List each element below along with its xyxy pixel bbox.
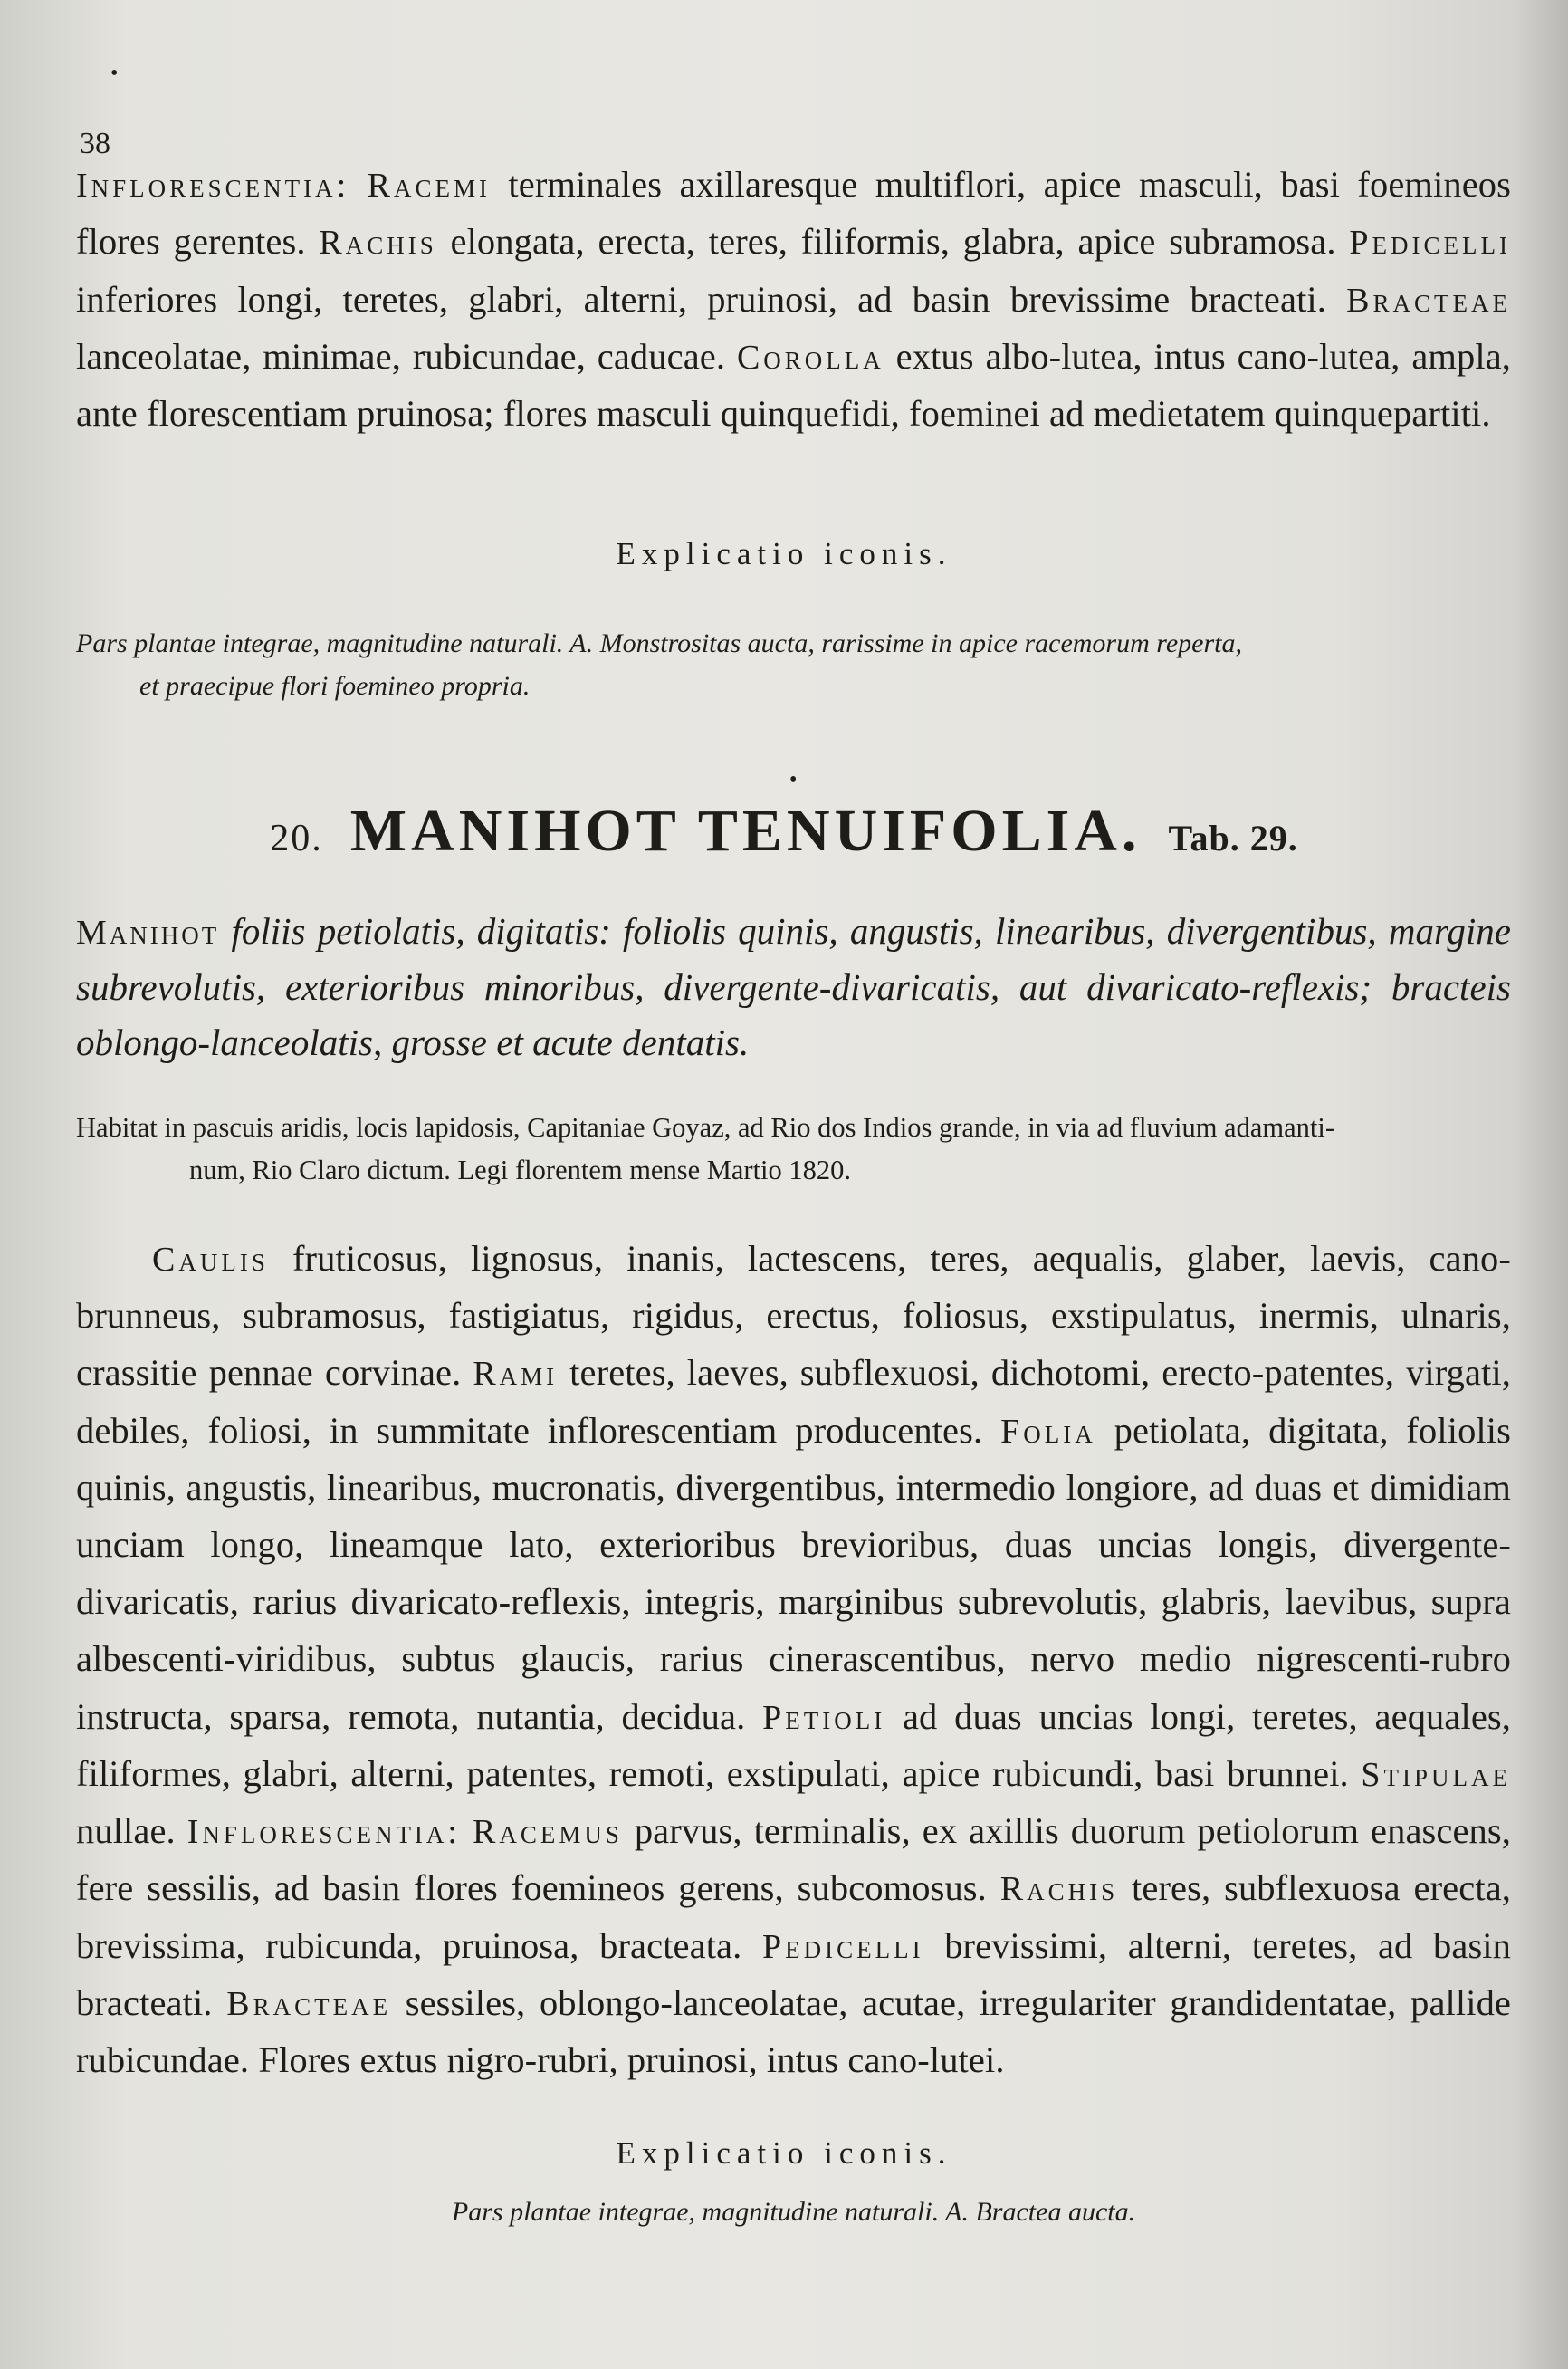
label-rachis: Rachis xyxy=(319,224,437,263)
label-stipulae: Stipulae xyxy=(1361,1755,1511,1794)
text: teretes, laeves, subflexuosi, dichotomi, erecto-patentes, virgati, debiles, foliosi, in summitate inflorescentiam producentes. xyxy=(76,1352,1511,1451)
text: elongata, erecta, teres, filiformis, glabra, apice subramosa. xyxy=(436,221,1350,263)
label-pedicelli: Pedicelli xyxy=(761,1927,924,1966)
habitat-line: num, Rio Claro dictum. Legi florentem mense Martio 1820. xyxy=(189,1155,852,1186)
label-rami: Rami xyxy=(473,1355,559,1394)
text: nullae. xyxy=(76,1810,187,1852)
figure-caption-2: Pars plantae integrae, magnitudine naturali. A. Bractea aucta. xyxy=(451,2197,1136,2227)
label-pedicelli: Pedicelli xyxy=(1349,224,1511,263)
text: petiolata, digitata, foliolis quinis, angustis, linearibus, mucronatis, divergentibus, intermedio longiore, ad duas et dimidiam unciam longo, lineamque lato, exterioribus brevioribus, duas uncias longis, divergente-divaricatis, rarius divaricato-reflexis, integris, marginibus subrevolutis, glabris, laevibus, supra albescenti-viridibus, subtus glaucis, rarius cinerascentibus, nervo medio nigrescenti-rubro instructa, sparsa, remota, nutantia, decidua. xyxy=(76,1409,1511,1737)
species-name: MANIHOT TENUIFOLIA. xyxy=(349,798,1142,864)
ink-speck: • xyxy=(789,768,798,791)
label-petioli: Petioli xyxy=(762,1698,886,1737)
label-bracteae: Bracteae xyxy=(1346,281,1511,320)
text: brevissimi, alterni, teretes, ad basin bracteati. xyxy=(76,1924,1512,2023)
inflorescentia-paragraph xyxy=(76,156,1511,442)
text: terminales axillaresque multiflori, apice masculi, basi foemineos flores gerentes. xyxy=(76,164,1511,263)
figure-caption-1 xyxy=(76,623,1511,707)
label-corolla: Corolla xyxy=(736,338,884,377)
text: ad duas uncias longi, teretes, aequales, filiformes, glabri, alterni, patentes, remoti, exstipulati, apice rubicundi, basi brunnei. xyxy=(76,1695,1511,1794)
plate-reference: Tab. 29. xyxy=(1168,818,1298,858)
text: extus albo-lutea, intus cano-lutea, ampla, ante florescentiam pruinosa; flores masculi quinquefidi, foeminei ad medietatem quinquepartiti. xyxy=(76,335,1511,435)
text: lanceolatae, minimae, rubicundae, caducae. xyxy=(76,335,737,377)
text: teres, subflexuosa erecta, brevissima, rubicunda, pruinosa, bracteata. xyxy=(76,1867,1511,1966)
species-heading xyxy=(0,797,1568,866)
label-rachis: Rachis xyxy=(999,1870,1119,1909)
diagnosis-text: foliis petiolatis, digitatis: foliolis quinis, angustis, linearibus, divergentibus, margine subrevolutis, exterioribus minoribus, divergente-divaricatis, aut divaricato-reflexis; bracteis oblongo-lanceolatis, grosse et acute dentatis. xyxy=(76,910,1511,1063)
species-number: 20. xyxy=(270,818,323,859)
label-caulis: Caulis xyxy=(152,1241,269,1279)
explicatio-heading: Explicatio iconis. xyxy=(616,2135,952,2171)
label-folia: Folia xyxy=(1000,1412,1096,1451)
text: sessiles, oblongo-lanceolatae, acutae, irregulariter grandidentatae, pallide rubicundae. Flores extus nigro-rubri, pruinosi, intus cano-lutei. xyxy=(76,1981,1512,2081)
label-bracteae: Bracteae xyxy=(226,1984,392,2023)
label-racemus: Racemus xyxy=(472,1813,623,1852)
caption-line: Pars plantae integrae, magnitudine naturali. A. Monstrositas aucta, rarissime in apice racemorum reperta, xyxy=(76,628,1242,658)
habitat-note xyxy=(76,1107,1511,1193)
label-inflorescentia: Inflorescentia: xyxy=(186,1813,461,1852)
habitat-line: Habitat in pascuis aridis, locis lapidosis, Capitaniae Goyaz, ad Rio dos Indios grande, in via ad fluvium adamanti- xyxy=(76,1112,1334,1143)
caption-line: et praecipue flori foemineo propria. xyxy=(139,670,531,701)
genus-name: Manihot xyxy=(76,914,220,952)
text: parvus, terminalis, ex axillis duorum petiolorum enascens, fere sessilis, ad basin flores foemineos gerens, subcomosus. xyxy=(76,1810,1511,1909)
ink-speck: • xyxy=(110,62,119,85)
text: inferiores longi, teretes, glabri, alterni, pruinosi, ad basin brevissime bracteati. xyxy=(76,278,1347,320)
description-paragraph xyxy=(76,1230,1511,2088)
label-racemi: Racemi xyxy=(367,167,491,205)
label-inflorescentia: Inflorescentia: xyxy=(76,167,350,205)
species-diagnosis xyxy=(76,904,1511,1071)
page-number: 38 xyxy=(80,127,110,160)
explicatio-heading: Explicatio iconis. xyxy=(616,536,952,571)
text: fruticosus, lignosus, inanis, lactescens, teres, aequalis, glaber, laevis, cano-brunneus, subramosus, fastigiatus, rigidus, erectus, foliosus, exstipulatus, inermis, ulnaris, crassitie pennae corvinae. xyxy=(76,1238,1511,1394)
